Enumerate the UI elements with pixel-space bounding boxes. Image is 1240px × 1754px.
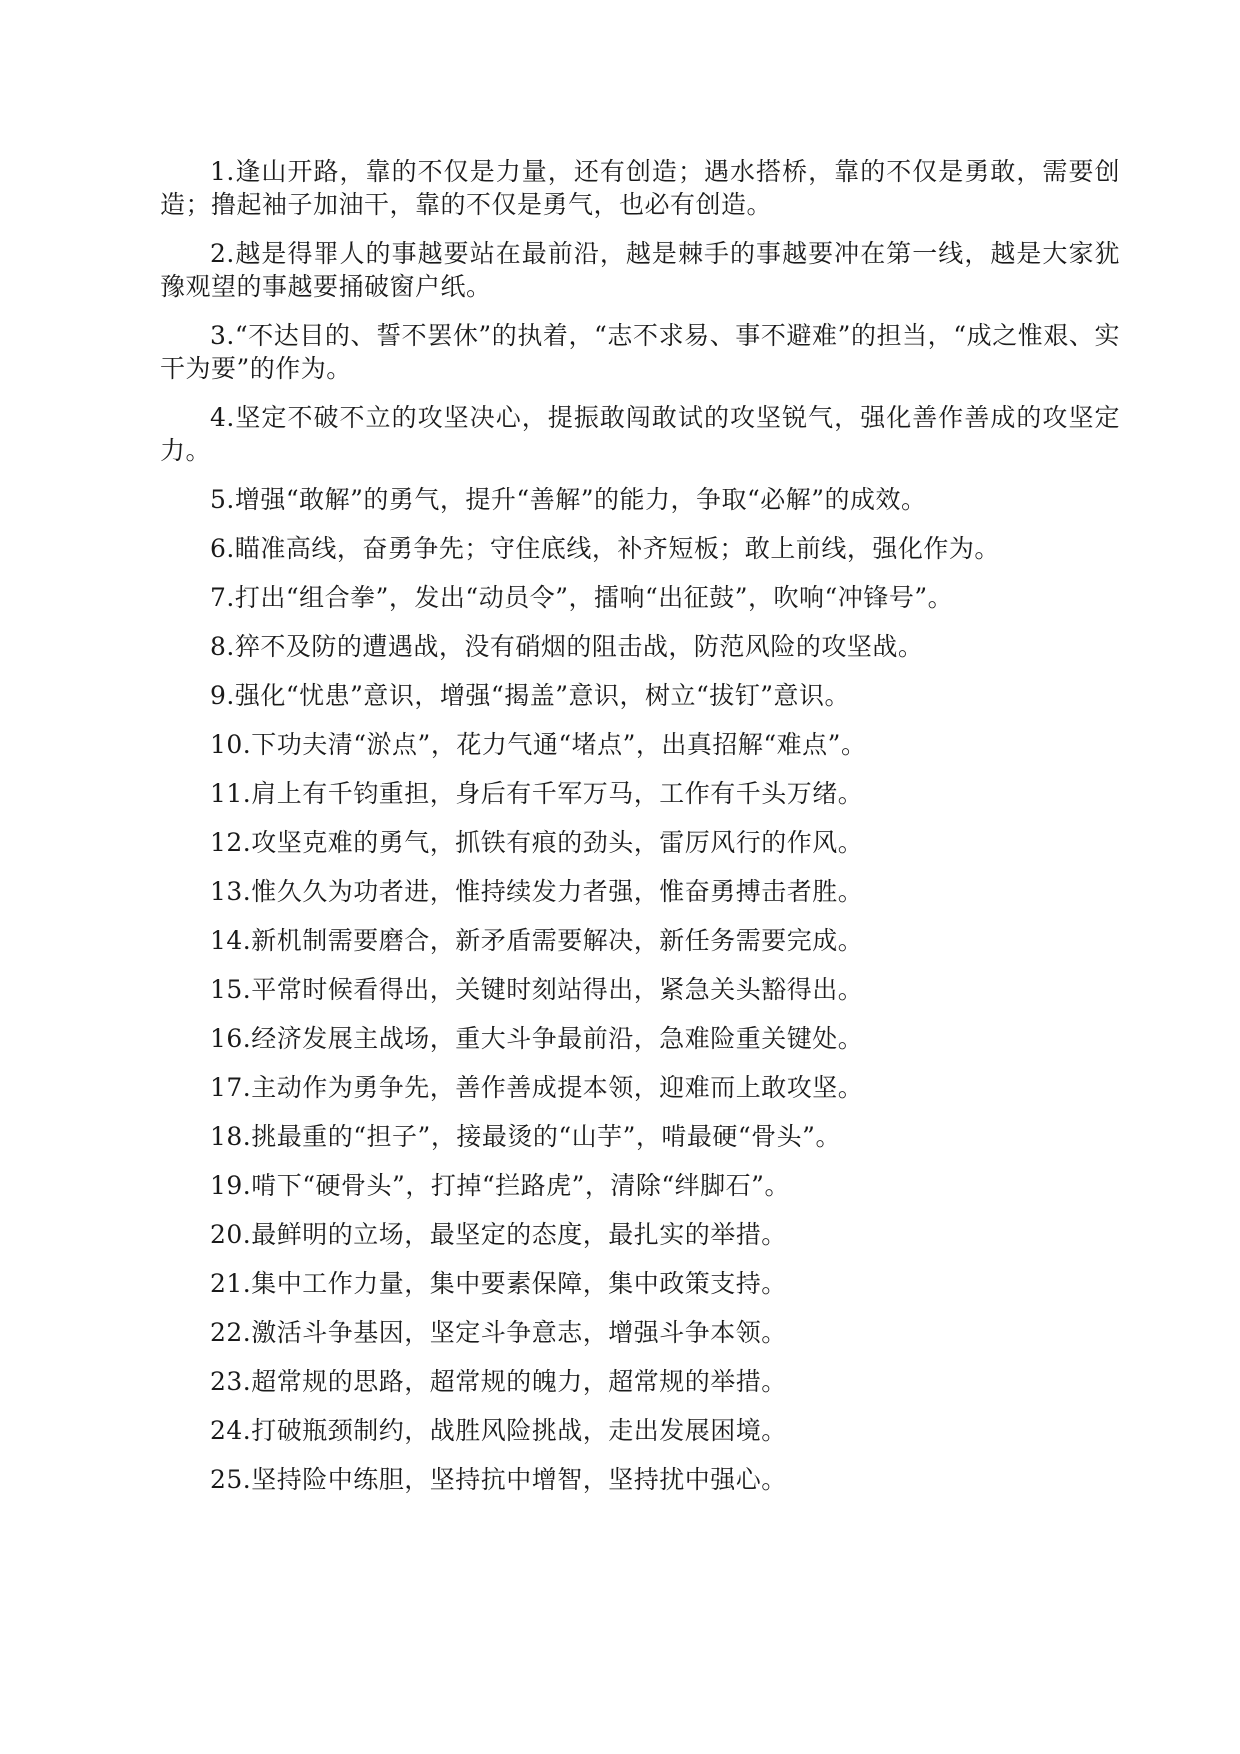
list-item: 15.平常时候看得出，关键时刻站得出，紧急关头豁得出。 [210, 975, 864, 1004]
list-item: 18.挑最重的“担子”，接最烫的“山芋”，啃最硬“骨头”。 [210, 1122, 841, 1151]
document-body [160, 155, 1120, 1512]
list-item: 25.坚持险中练胆，坚持抗中增智，坚持扰中强心。 [210, 1465, 787, 1494]
list-item: 3.“不达目的、誓不罢休”的执着，“志不求易、事不避难”的担当，“成之惟艰、实干为要”的作为。 [160, 321, 1120, 383]
list-item: 19.啃下“硬骨头”，打掉“拦路虎”，清除“绊脚石”。 [210, 1171, 790, 1200]
list-item: 9.强化“忧患”意识，增强“揭盖”意识，树立“拔钉”意识。 [210, 681, 851, 710]
list-item: 14.新机制需要磨合，新矛盾需要解决，新任务需要完成。 [210, 926, 864, 955]
list-item: 11.肩上有千钧重担，身后有千军万马，工作有千头万绪。 [210, 779, 864, 808]
list-item: 12.攻坚克难的勇气，抓铁有痕的劲头，雷厉风行的作风。 [210, 828, 864, 857]
list-item: 17.主动作为勇争先，善作善成提本领，迎难而上敢攻坚。 [210, 1073, 864, 1102]
list-item: 16.经济发展主战场，重大斗争最前沿，急难险重关键处。 [210, 1024, 864, 1053]
list-item: 8.猝不及防的遭遇战，没有硝烟的阻击战，防范风险的攻坚战。 [210, 632, 924, 661]
list-item: 13.惟久久为功者进，惟持续发力者强，惟奋勇搏击者胜。 [210, 877, 864, 906]
list-item: 21.集中工作力量，集中要素保障，集中政策支持。 [210, 1269, 787, 1298]
list-item: 1.逢山开路，靠的不仅是力量，还有创造；遇水搭桥，靠的不仅是勇敢，需要创造；撸起袖子加油干，靠的不仅是勇气，也必有创造。 [160, 157, 1120, 219]
list-item: 7.打出“组合拳”，发出“动员令”，擂响“出征鼓”，吹响“冲锋号”。 [210, 583, 954, 612]
list-item: 5.增强“敢解”的勇气，提升“善解”的能力，争取“必解”的成效。 [210, 485, 927, 514]
list-item: 4.坚定不破不立的攻坚决心，提振敢闯敢试的攻坚锐气，强化善作善成的攻坚定力。 [160, 403, 1120, 465]
list-item: 6.瞄准高线，奋勇争先；守住底线，补齐短板；敢上前线，强化作为。 [210, 534, 1000, 563]
list-item: 23.超常规的思路，超常规的魄力，超常规的举措。 [210, 1367, 787, 1396]
list-item: 2.越是得罪人的事越要站在最前沿，越是棘手的事越要冲在第一线，越是大家犹豫观望的事越要捅破窗户纸。 [160, 239, 1120, 301]
list-item: 20.最鲜明的立场，最坚定的态度，最扎实的举措。 [210, 1220, 787, 1249]
list-item: 22.激活斗争基因，坚定斗争意志，增强斗争本领。 [210, 1318, 787, 1347]
list-item: 10.下功夫清“淤点”，花力气通“堵点”，出真招解“难点”。 [210, 730, 867, 759]
list-item: 24.打破瓶颈制约，战胜风险挑战，走出发展困境。 [210, 1416, 787, 1445]
